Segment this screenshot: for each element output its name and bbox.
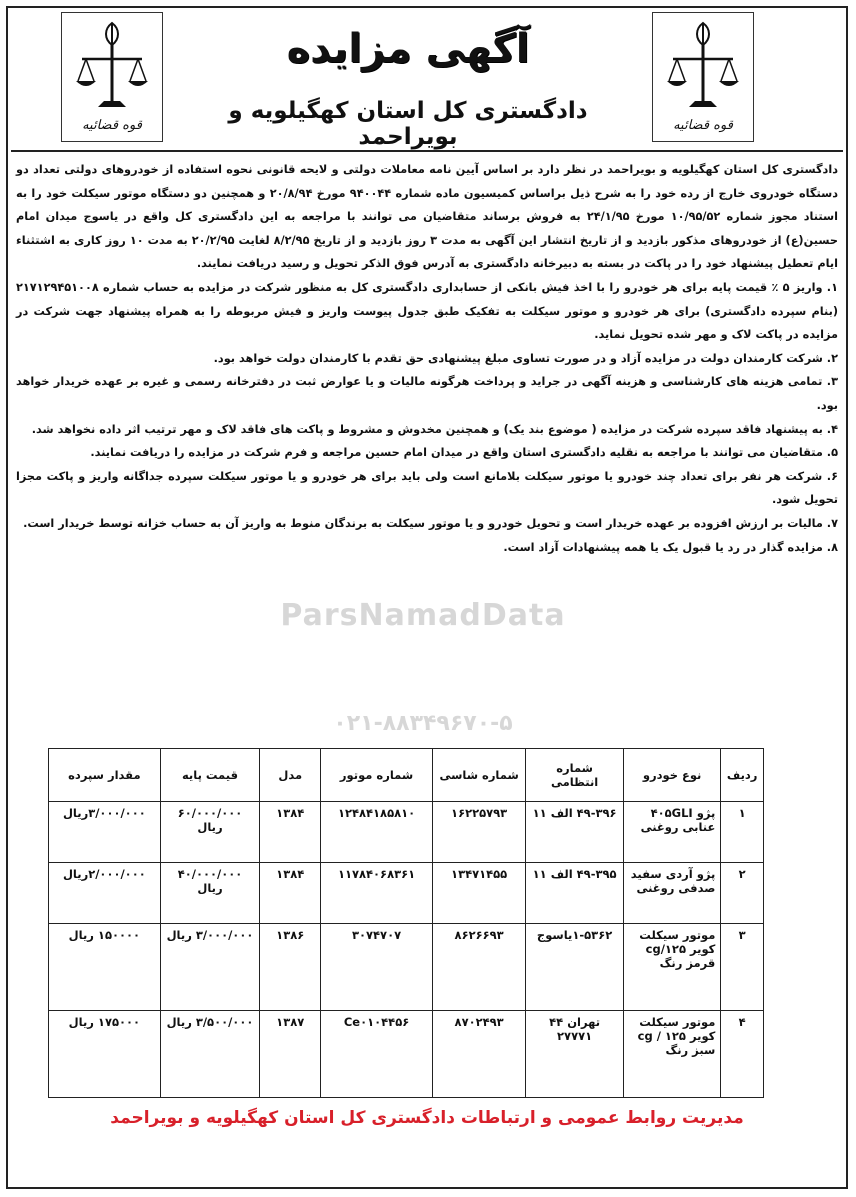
table-cell: ۳ — [721, 924, 764, 1011]
header-divider — [11, 150, 843, 152]
clause-8: ۸. مزایده گذار در رد یا قبول یک یا همه پیشنهادات آزاد است. — [503, 540, 838, 554]
table-cell: ۱۳۴۷۱۴۵۵ — [432, 863, 525, 924]
column-header: ردیف — [721, 749, 764, 802]
notice-sheet — [6, 6, 848, 1189]
table-cell: ۶۰/۰۰۰/۰۰۰ ریال — [160, 802, 260, 863]
table-cell: ۱۳۸۶ — [260, 924, 321, 1011]
table-cell: پژو ۴۰۵GLI عنابی روغنی — [623, 802, 721, 863]
clause-6: ۶. شرکت هر نفر برای تعداد چند خودرو یا موتور سیکلت بلامانع است ولی باید برای هر خودرو و یا موتور سیکلت سپرده جداگانه واریز و پاکت مجزا تحویل شود. — [16, 469, 838, 507]
table-cell: موتور سیکلت کویر cg / ۱۲۵ سبز رنگ — [623, 1011, 721, 1098]
table-cell: موتور سیکلت کویر cg/۱۲۵ قرمز رنگ — [623, 924, 721, 1011]
table-row — [49, 802, 764, 863]
table-cell: ۸۶۲۶۶۹۳ — [432, 924, 525, 1011]
table-header-row — [49, 749, 764, 802]
table-row — [49, 1011, 764, 1098]
column-header: شماره موتور — [321, 749, 433, 802]
table-cell: ۱۳۸۴ — [260, 802, 321, 863]
clause-3: ۳. تمامی هزینه های کارشناسی و هزینه آگهی در جراید و پرداخت هرگونه مالیات و یا عوارض ثبت در دفترخانه رسمی و غیره بر عهده خریدار خواهد بود. — [16, 375, 838, 412]
scales-of-justice-icon — [665, 19, 741, 115]
emblem-caption: قوه قضائیه — [82, 118, 142, 133]
table-cell: ۴۹-۳۹۶ الف ۱۱ — [526, 802, 624, 863]
vehicles-table — [48, 748, 764, 1098]
issuer-title: دادگستری کل استان کهگیلویه و بویراحمد — [228, 98, 588, 150]
table-cell: ۲ — [721, 863, 764, 924]
table-cell: ۱-۵۳۶۲یاسوج — [526, 924, 624, 1011]
table-cell: ۳/۰۰۰/۰۰۰ریال — [49, 802, 161, 863]
table-cell: ۱۶۲۲۵۷۹۳ — [432, 802, 525, 863]
notice-title: آگهی مزایده — [286, 26, 530, 72]
clause-2: ۲. شرکت کارمندان دولت در مزایده آزاد و در صورت تساوی مبلغ پیشنهادی حق تقدم با کارمندان دولت خواهد بود. — [213, 351, 838, 365]
scales-of-justice-icon — [74, 19, 150, 115]
table-cell: ۴۹-۳۹۵ الف ۱۱ — [526, 863, 624, 924]
table-cell: ۱۳۸۴ — [260, 863, 321, 924]
table-cell: ۴ — [721, 1011, 764, 1098]
table-cell: ۱ — [721, 802, 764, 863]
table-cell: ۱۲۴۸۴۱۸۵۸۱۰ — [321, 802, 433, 863]
table-row — [49, 863, 764, 924]
table-cell: Ce۰۱۰۴۴۵۶ — [321, 1011, 433, 1098]
column-header: نوع خودرو — [623, 749, 721, 802]
watermark-brand: ParsNamadData — [280, 598, 566, 633]
column-header: شماره شاسی — [432, 749, 525, 802]
table-cell: تهران ۴۴ ۲۷۷۷۱ — [526, 1011, 624, 1098]
column-header: قیمت پایه — [160, 749, 260, 802]
table-cell: ۲/۰۰۰/۰۰۰ریال — [49, 863, 161, 924]
column-header: مدل — [260, 749, 321, 802]
table-cell: ۸۷۰۲۴۹۳ — [432, 1011, 525, 1098]
notice-body — [16, 158, 838, 559]
table-cell: ۳/۵۰۰/۰۰۰ ریال — [160, 1011, 260, 1098]
table-cell: ۱۱۷۸۴۰۶۸۳۶۱ — [321, 863, 433, 924]
watermark — [248, 598, 598, 736]
emblem-caption: قوه قضائیه — [673, 118, 733, 133]
watermark-phone: ۰۲۱-۸۸۳۴۹۶۷۰-۵ — [333, 711, 513, 736]
judiciary-emblem-right — [652, 12, 754, 142]
table-cell: ۱۳۸۷ — [260, 1011, 321, 1098]
clause-1: ۱. واریز ۵ ٪ قیمت پایه برای هر خودرو را با اخذ فیش بانکی از حسابداری دادگستری کل به منظور شرکت در مزایده به حساب شماره ۲۱۷۱۲۹۴۵۱۰۰۸ (بنام سپرده دادگستری) برای هر خودرو و موتور سیکلت به تفکیک طبق جدول پیوست واریز و فیش مربوطه را به همراه پیشنهاد جهت شرکت در مزایده در پاکت لاک و مهر شده تحویل نماید. — [16, 280, 839, 342]
column-header: مقدار سپرده — [49, 749, 161, 802]
footer-credit: مدیریت روابط عمومی و ارتباطات دادگستری کل استان کهگیلویه و بویراحمد — [110, 1108, 744, 1128]
table-cell: ۳۰۷۴۷۰۷ — [321, 924, 433, 1011]
table-cell: ۱۷۵۰۰۰ ریال — [49, 1011, 161, 1098]
table-cell: پژو آردی سفید صدفی روغنی — [623, 863, 721, 924]
table-cell: ۳/۰۰۰/۰۰۰ ریال — [160, 924, 260, 1011]
clause-5: ۵. متقاضیان می توانند با مراجعه به نقلیه دادگستری استان واقع در میدان امام حسین مراجعه و فرم شرکت در مزایده را دریافت نمایند. — [90, 446, 838, 460]
table-row — [49, 924, 764, 1011]
intro-paragraph: دادگستری کل استان کهگیلویه و بویراحمد در نظر دارد بر اساس آیین نامه معاملات دولتی و لایحه قانونی نحوه استفاده از خودروهای دولتی تعداد دو دستگاه خودروی خارج از رده خود را به شرح ذیل براساس کمیسیون ماده شماره ۹۴۰۰۴۴ مورخ ۲۰/۸/۹۴ و همچنین دو دستگاه موتور سیکلت خود را به استناد مجوز شماره ۱۰/۹۵/۵۲ مورخ ۲۴/۱/۹۵ به فروش برساند متقاضیان می توانند با مراجعه به این دادگستری کل واقع در یاسوج میدان امام حسین(ع) از خودروهای مذکور بازدید و از تاریخ انتشار این آگهی به مدت ۳ روز بازدید و از تاریخ ۸/۲/۹۵ لغایت ۲۰/۲/۹۵ به مدت ۱۰ روز کاری به اشتثناء ایام تعطیل پیشنهاد خود را در پاکت در بسته به دبیرخانه دادگستری به آدرس فوق الذکر تحویل و رسید دریافت نمایند. — [16, 163, 838, 271]
clause-7: ۷. مالیات بر ارزش افزوده بر عهده خریدار است و تحویل خودرو و یا موتور سیکلت به برندگان منوط به واریز آن به حساب خزانه توسط خریدار است. — [23, 516, 838, 530]
clause-4: ۴. به پیشنهاد فاقد سپرده شرکت در مزایده ( موضوع بند یک) و همچنین مخدوش و مشروط و پاکت های فاقد لاک و مهر ترتیب اثر داده نخواهد شد. — [31, 422, 838, 436]
judiciary-emblem-left — [61, 12, 163, 142]
table-cell: ۴۰/۰۰۰/۰۰۰ ریال — [160, 863, 260, 924]
column-header: شماره انتظامی — [526, 749, 624, 802]
table-cell: ۱۵۰۰۰۰ ریال — [49, 924, 161, 1011]
